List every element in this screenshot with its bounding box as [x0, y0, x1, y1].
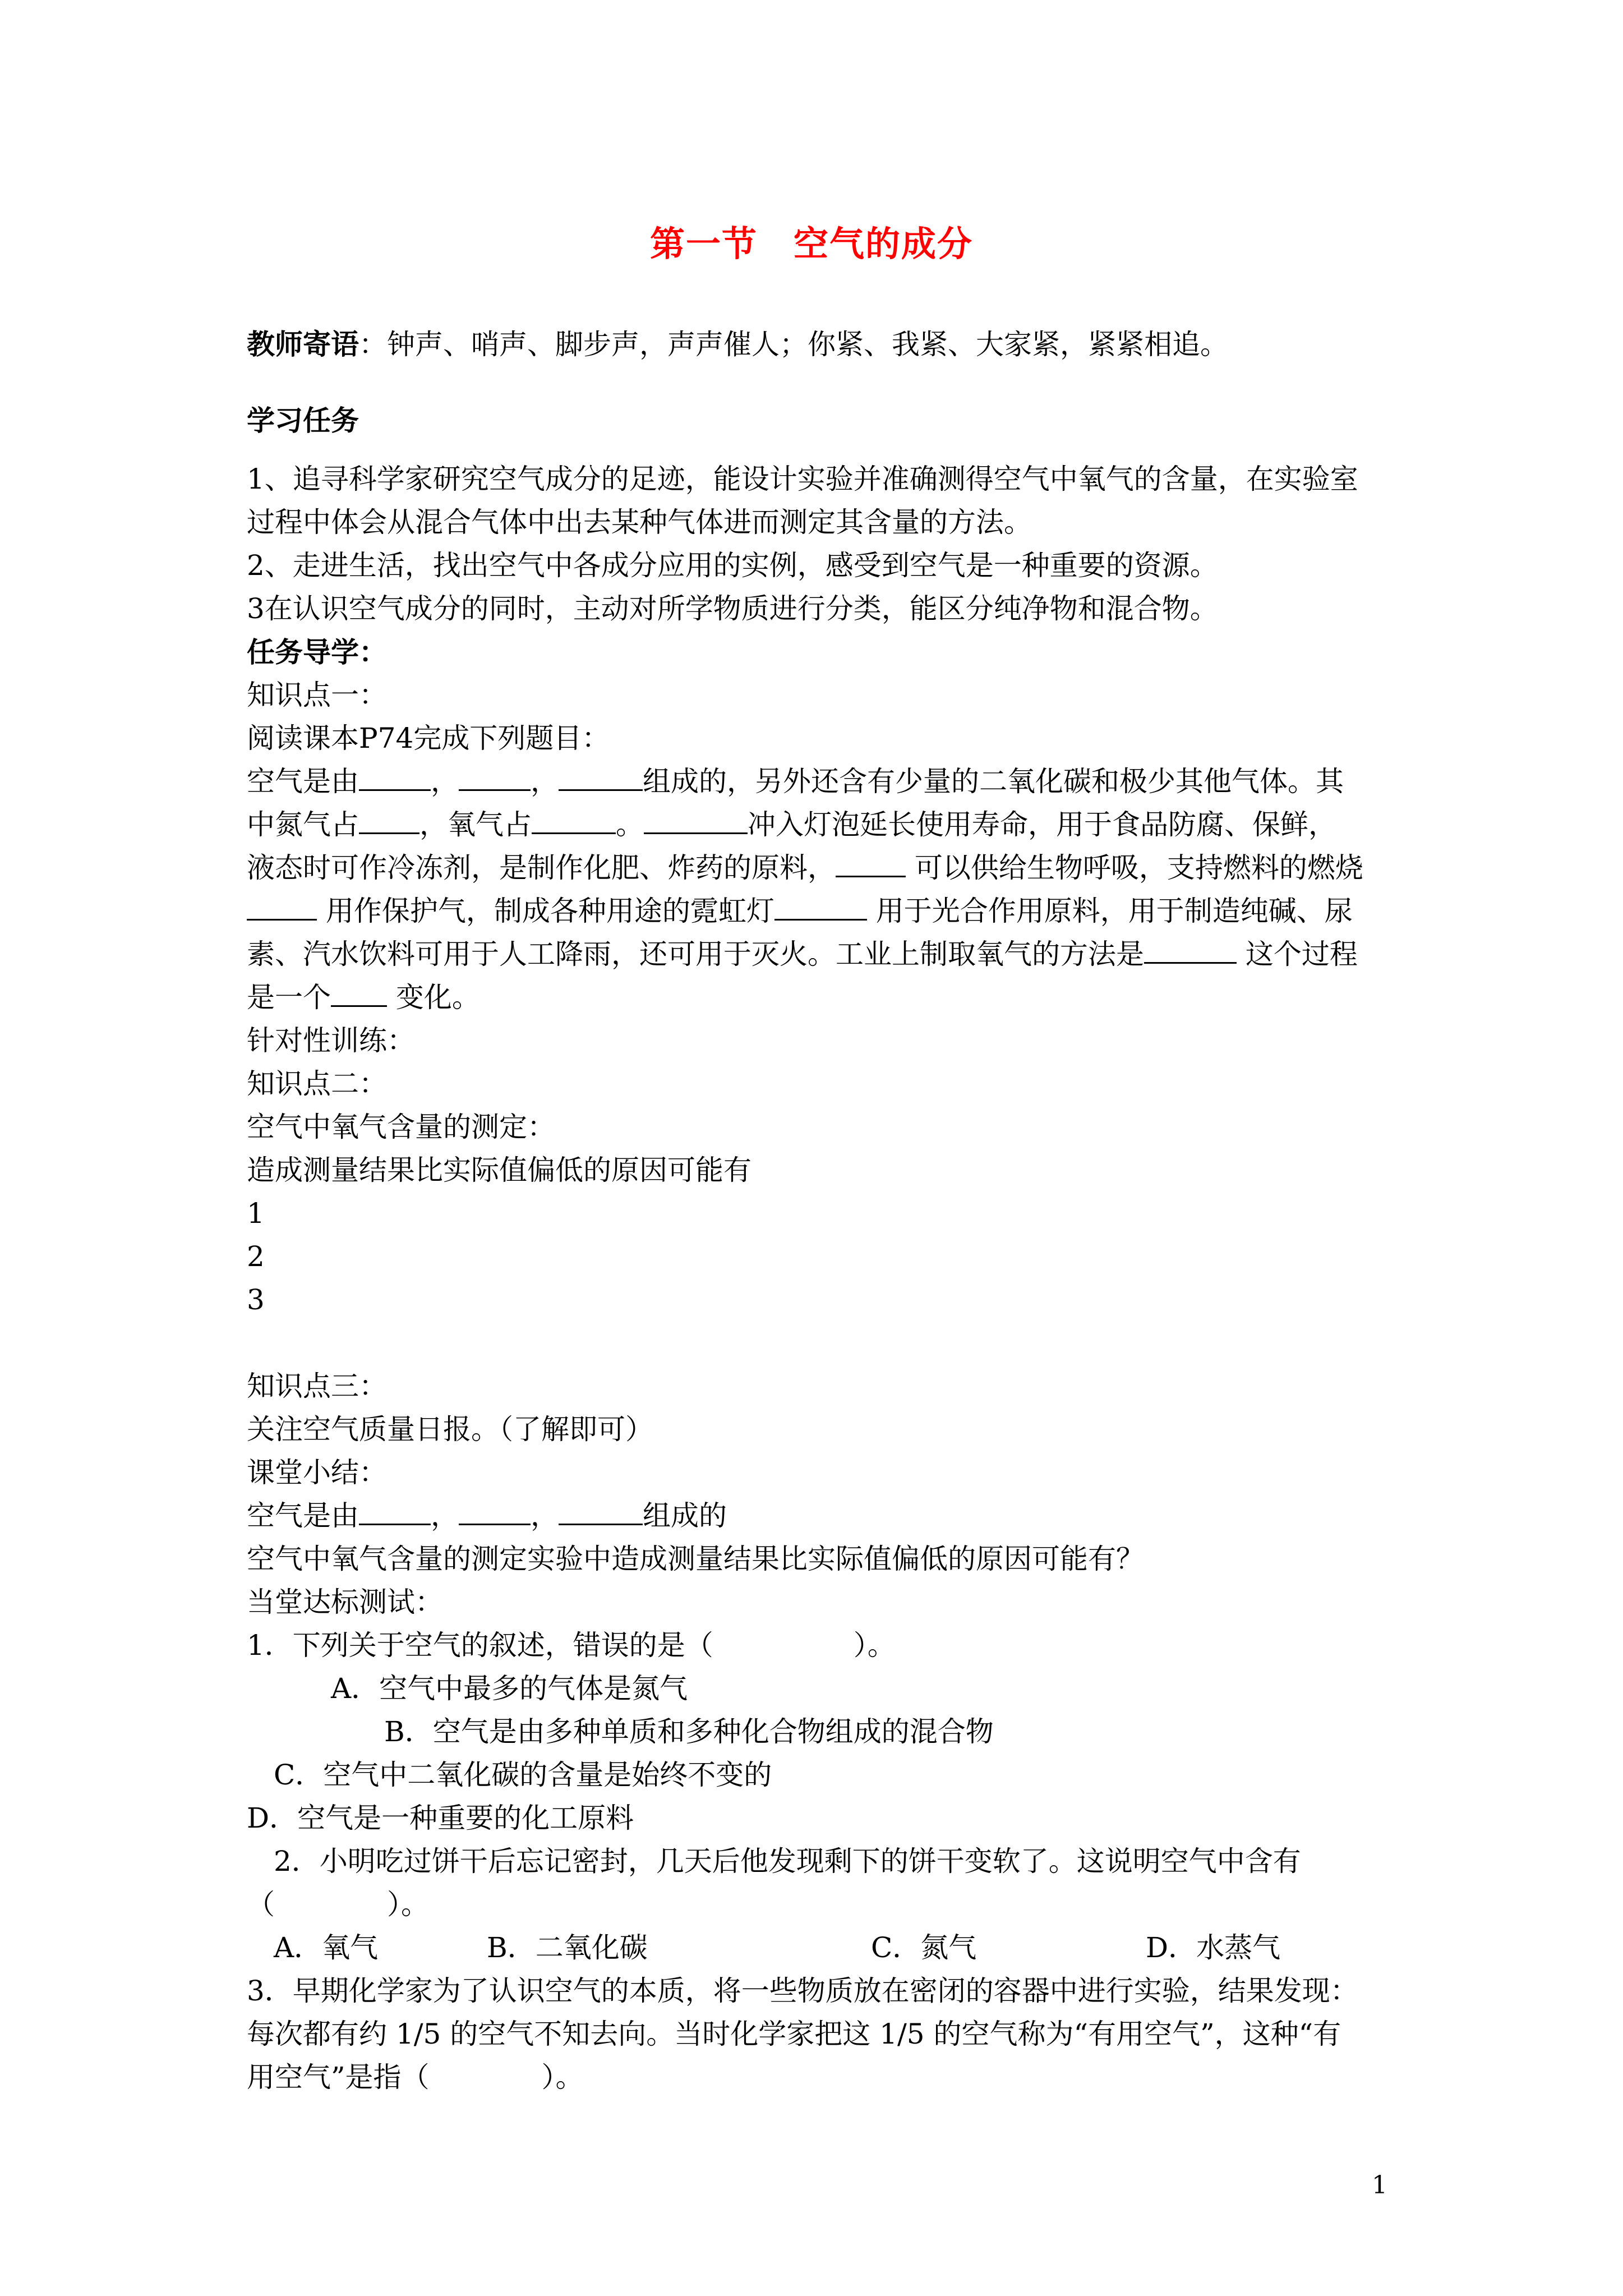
text-segment: 变化。: [387, 981, 480, 1014]
fill-in-line-3: [247, 846, 1408, 890]
task-item-1-line-2: 过程中体会从混合气体中出去某种气体进而测定其含量的方法。: [247, 506, 1032, 539]
question-1-option-a: A．空气中最多的气体是氮气: [331, 1672, 688, 1705]
fill-in-line-6: [247, 976, 1408, 1019]
text-segment: 是一个: [247, 981, 331, 1014]
fill-in-line-5: [247, 933, 1408, 976]
test-heading: 当堂达标测试：: [247, 1586, 443, 1618]
task-item-1-line-1: 1、追寻科学家研究空气成分的足迹，能设计实验并准确测得空气中氧气的含量，在实验室: [247, 463, 1358, 495]
answer-blank[interactable]: [459, 762, 531, 791]
answer-blank[interactable]: [359, 762, 431, 791]
text-segment: 组成的，另外还含有少量的二氧化碳和极少其他气体。其: [643, 765, 1344, 798]
page-number: 1: [1372, 2171, 1387, 2200]
answer-blank[interactable]: [359, 1497, 431, 1525]
fill-in-line-4: [247, 890, 1408, 933]
text-segment: ，: [431, 1499, 459, 1532]
page-title: 第一节 空气的成分: [649, 223, 973, 264]
task-item-3: 3在认识空气成分的同时，主动对所学物质进行分类，能区分纯净物和混合物。: [247, 592, 1218, 625]
answer-blank[interactable]: [247, 892, 317, 921]
list-item: 3: [247, 1283, 265, 1316]
question-2-option-d: D．水蒸气: [1146, 1931, 1281, 1964]
text-segment: 组成的: [643, 1499, 727, 1532]
question-1: 1．下列关于空气的叙述，错误的是（ ）。: [247, 1629, 896, 1662]
fill-in-line-1: [247, 760, 1408, 803]
text-segment: 。: [616, 808, 644, 841]
text-segment: ，: [531, 1499, 559, 1532]
question-2-options: [247, 1926, 1408, 1970]
question-2-line-2: （ ）。: [247, 1888, 429, 1921]
task-item-2: 2、走进生活，找出空气中各成分应用的实例，感受到空气是一种重要的资源。: [247, 549, 1218, 582]
knowledge-point-3-text: 关注空气质量日报。（了解即可）: [247, 1413, 653, 1446]
text-segment: 空气是由: [247, 1499, 359, 1532]
practice-heading: 针对性训练：: [247, 1024, 415, 1057]
answer-blank[interactable]: [559, 1497, 643, 1525]
knowledge-point-2-subtitle: 空气中氧气含量的测定：: [247, 1111, 555, 1143]
question-2-option-b: B．二氧化碳: [487, 1931, 648, 1964]
answer-blank[interactable]: [836, 849, 906, 877]
answer-blank[interactable]: [774, 892, 867, 921]
knowledge-point-1-instruction: 阅读课本P74完成下列题目：: [247, 722, 610, 754]
list-item: 1: [247, 1197, 265, 1230]
text-segment: ，: [431, 765, 459, 798]
question-1-option-c: C．空气中二氧化碳的含量是始终不变的: [274, 1759, 772, 1791]
text-segment: 中氮气占: [247, 808, 359, 841]
answer-blank[interactable]: [359, 806, 419, 834]
question-1-option-b: B．空气是由多种单质和多种化合物组成的混合物: [384, 1715, 994, 1748]
question-3-line-2: 每次都有约 1/5 的空气不知去向。当时化学家把这 1/5 的空气称为“有用空气”，这种“有: [247, 2018, 1341, 2050]
knowledge-point-2-question: 造成测量结果比实际值偏低的原因可能有: [247, 1154, 751, 1186]
guided-study-heading: 任务导学：: [247, 636, 387, 669]
question-2-option-a: A．氧气: [274, 1931, 379, 1964]
answer-blank[interactable]: [644, 806, 748, 834]
text-segment: 用作保护气，制成各种用途的霓虹灯: [317, 895, 774, 927]
question-2-line-1: 2．小明吃过饼干后忘记密封，几天后他发现剩下的饼干变软了。这说明空气中含有: [274, 1845, 1301, 1878]
text-segment: 素、汽水饮料可用于人工降雨，还可用于灭火。工业上制取氧气的方法是: [247, 938, 1144, 970]
teacher-message: [247, 323, 1408, 366]
list-item: 2: [247, 1240, 265, 1273]
text-segment: ，氧气占: [419, 808, 532, 841]
fill-in-line-2: [247, 803, 1408, 846]
answer-blank[interactable]: [559, 762, 643, 791]
answer-blank[interactable]: [1144, 935, 1237, 964]
answer-blank[interactable]: [331, 978, 387, 1007]
summary-question: 空气中氧气含量的测定实验中造成测量结果比实际值偏低的原因可能有？: [247, 1543, 1144, 1575]
question-2-option-c: C．氮气: [871, 1931, 977, 1964]
document-body: [247, 323, 1408, 2099]
teacher-message-text: ：钟声、哨声、脚步声，声声催人；你紧、我紧、大家紧，紧紧相追。: [359, 328, 1228, 361]
question-3-line-3: 用空气”是指（ ）。: [247, 2061, 584, 2093]
answer-blank[interactable]: [459, 1497, 531, 1525]
question-1-option-d: D．空气是一种重要的化工原料: [247, 1802, 634, 1834]
teacher-message-label: 教师寄语: [247, 328, 359, 361]
question-3-line-1: 3．早期化学家为了认识空气的本质，将一些物质放在密闭的容器中进行实验，结果发现：: [247, 1975, 1358, 2007]
summary-fill-in-line: [247, 1494, 1408, 1538]
text-segment: 空气是由: [247, 765, 359, 798]
text-segment: 液态时可作冷冻剂，是制作化肥、炸药的原料，: [247, 852, 836, 884]
text-segment: 冲入灯泡延长使用寿命，用于食品防腐、保鲜，: [748, 808, 1336, 841]
text-segment: 用于光合作用原料，用于制造纯碱、尿: [866, 895, 1353, 927]
summary-heading: 课堂小结：: [247, 1456, 387, 1489]
text-segment: ，: [531, 765, 559, 798]
answer-blank[interactable]: [532, 806, 616, 834]
knowledge-point-2-title: 知识点二：: [247, 1068, 387, 1100]
knowledge-point-1-title: 知识点一：: [247, 679, 387, 711]
text-segment: 这个过程: [1237, 938, 1358, 970]
learning-tasks-heading: 学习任务: [247, 404, 359, 437]
knowledge-point-3-title: 知识点三：: [247, 1370, 387, 1402]
text-segment: 可以供给生物呼吸，支持燃料的燃烧: [906, 852, 1363, 884]
